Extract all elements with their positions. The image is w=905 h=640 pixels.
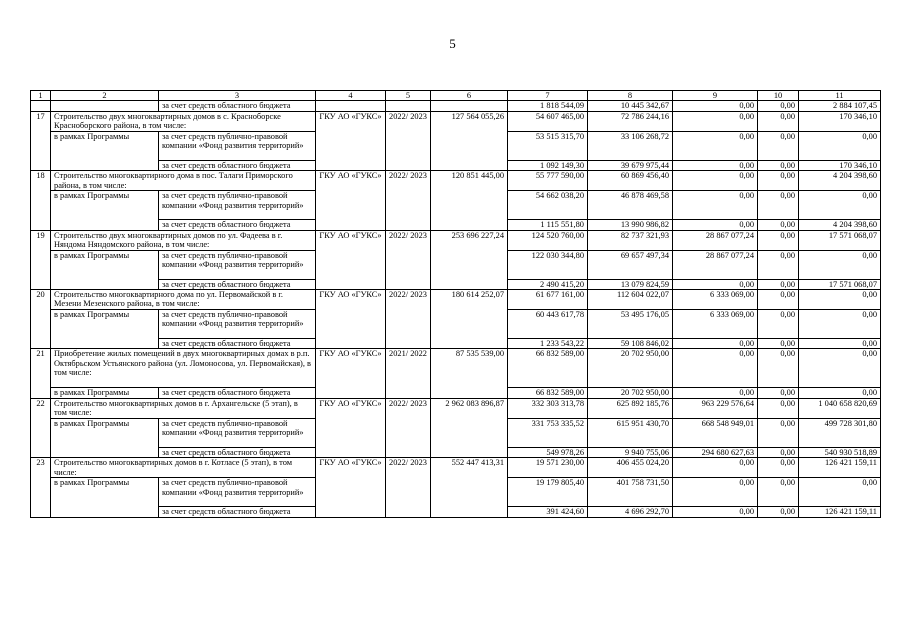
amount-2024-cell: 28 867 077,24: [673, 250, 758, 279]
amount-2025-cell: 0,00: [758, 310, 799, 339]
amount-2024-cell: 0,00: [673, 458, 758, 478]
funding-source-cell: за счет средств областного бюджета: [159, 101, 316, 111]
object-number-cell: 22: [31, 398, 51, 457]
amount-2025-cell: 0,00: [758, 478, 799, 507]
amount-2023-cell: 20 702 950,00: [588, 388, 673, 398]
customer-cell: ГКУ АО «ГУКС»: [316, 349, 386, 398]
amount-later-cell: 0,00: [799, 131, 881, 160]
amount-2024-cell: 0,00: [673, 339, 758, 349]
table-cell: [316, 101, 386, 111]
amount-2024-cell: 963 229 576,64: [673, 398, 758, 418]
amount-2024-cell: 0,00: [673, 349, 758, 388]
object-title-cell: Строительство двух многоквартирных домов в с. Красноборске Красноборского района, в том числе:: [51, 111, 316, 131]
amount-2023-cell: 53 495 176,05: [588, 310, 673, 339]
column-number-cell: 10: [758, 91, 799, 101]
page-number: 5: [449, 36, 456, 51]
amount-2025-cell: 0,00: [758, 458, 799, 478]
amount-later-cell: 17 571 068,07: [799, 230, 881, 250]
amount-2023-cell: 13 079 824,59: [588, 279, 673, 289]
column-number-cell: 2: [51, 91, 159, 101]
amount-later-cell: 4 204 398,60: [799, 171, 881, 191]
amount-2022-cell: 331 753 335,52: [508, 418, 588, 447]
customer-cell: ГКУ АО «ГУКС»: [316, 398, 386, 457]
object-number-cell: 19: [31, 230, 51, 289]
object-number-cell: 18: [31, 171, 51, 230]
amount-2025-cell: 0,00: [758, 279, 799, 289]
amount-later-cell: 170 346,10: [799, 111, 881, 131]
column-number-cell: 11: [799, 91, 881, 101]
funding-source-cell: за счет средств публично-правовой компании «Фонд развития территорий»: [159, 250, 316, 279]
customer-cell: ГКУ АО «ГУКС»: [316, 111, 386, 170]
amount-2023-cell: 625 892 185,76: [588, 398, 673, 418]
object-number-cell: 21: [31, 349, 51, 398]
table-body: [31, 91, 881, 518]
funding-source-cell: за счет средств областного бюджета: [159, 279, 316, 289]
amount-2025-cell: 0,00: [758, 191, 799, 220]
amount-later-cell: 0,00: [799, 349, 881, 388]
estimated-cost-cell: 253 696 227,24: [431, 230, 508, 289]
amount-2024-cell: 0,00: [673, 220, 758, 230]
amount-2023-cell: 69 657 497,34: [588, 250, 673, 279]
amount-2023-cell: 20 702 950,00: [588, 349, 673, 388]
amount-2022-cell: 53 515 315,70: [508, 131, 588, 160]
customer-cell: ГКУ АО «ГУКС»: [316, 171, 386, 230]
amount-2024-cell: 0,00: [673, 111, 758, 131]
amount-2024-cell: 6 333 069,00: [673, 310, 758, 339]
amount-2024-cell: 0,00: [673, 388, 758, 398]
amount-2023-cell: 72 786 244,16: [588, 111, 673, 131]
amount-2022-cell: 60 443 617,78: [508, 310, 588, 339]
funding-source-cell: за счет средств публично-правовой компании «Фонд развития территорий»: [159, 478, 316, 507]
amount-2022-cell: 55 777 590,00: [508, 171, 588, 191]
column-number-cell: 7: [508, 91, 588, 101]
amount-2023-cell: 82 737 321,93: [588, 230, 673, 250]
estimated-cost-cell: 2 962 083 896,87: [431, 398, 508, 457]
amount-2022-cell: 66 832 589,00: [508, 388, 588, 398]
funding-source-cell: за счет средств областного бюджета: [159, 507, 316, 517]
funding-source-cell: за счет средств публично-правовой компании «Фонд развития территорий»: [159, 310, 316, 339]
amount-2022-cell: 1 115 551,80: [508, 220, 588, 230]
amount-2024-cell: 0,00: [673, 478, 758, 507]
continuation-row: [31, 101, 881, 111]
program-label-cell: в рамках Программы: [51, 388, 159, 398]
object-title-cell: Строительство многоквартирного дома в пос. Талаги Приморского района, в том числе:: [51, 171, 316, 191]
column-number-cell: 5: [386, 91, 431, 101]
object-title-cell: Строительство многоквартирных домов в г. Архангельске (5 этап), в том числе:: [51, 398, 316, 418]
object-row: [31, 290, 881, 310]
amount-later-cell: 0,00: [799, 339, 881, 349]
column-number-row: [31, 91, 881, 101]
amount-2023-cell: 60 869 456,40: [588, 171, 673, 191]
funding-source-cell: за счет средств областного бюджета: [159, 220, 316, 230]
estimated-cost-cell: 127 564 055,26: [431, 111, 508, 170]
customer-cell: ГКУ АО «ГУКС»: [316, 230, 386, 289]
amount-2024-cell: 6 333 069,00: [673, 290, 758, 310]
object-row: [31, 458, 881, 478]
amount-2025-cell: 0,00: [758, 111, 799, 131]
years-cell: 2022/ 2023: [386, 111, 431, 170]
amount-later-cell: 17 571 068,07: [799, 279, 881, 289]
amount-2022-cell: 19 179 805,40: [508, 478, 588, 507]
amount-2025-cell: 0,00: [758, 250, 799, 279]
amount-2023-cell: 112 604 022,07: [588, 290, 673, 310]
amount-later-cell: 126 421 159,11: [799, 458, 881, 478]
amount-2024-cell: 28 867 077,24: [673, 230, 758, 250]
amount-2022-cell: 1 818 544,09: [508, 101, 588, 111]
column-number-cell: 3: [159, 91, 316, 101]
customer-cell: ГКУ АО «ГУКС»: [316, 458, 386, 517]
object-number-cell: 20: [31, 290, 51, 349]
estimated-cost-cell: 87 535 539,00: [431, 349, 508, 398]
years-cell: 2022/ 2023: [386, 458, 431, 517]
amount-2024-cell: 0,00: [673, 279, 758, 289]
amount-2023-cell: 615 951 430,70: [588, 418, 673, 447]
amount-later-cell: 1 040 658 820,69: [799, 398, 881, 418]
amount-later-cell: 4 204 398,60: [799, 220, 881, 230]
object-title-cell: Приобретение жилых помещений в двух многоквартирных домах в р.п. Октябрьском Устьянского района (ул. Ломоносова, ул. Первомайская), в том числе:: [51, 349, 316, 388]
amount-2022-cell: 332 303 313,78: [508, 398, 588, 418]
amount-2025-cell: 0,00: [758, 131, 799, 160]
amount-2025-cell: 0,00: [758, 290, 799, 310]
years-cell: 2022/ 2023: [386, 171, 431, 230]
years-cell: 2022/ 2023: [386, 398, 431, 457]
amount-later-cell: 0,00: [799, 290, 881, 310]
table-cell: [386, 101, 431, 111]
amount-2022-cell: 1 092 149,30: [508, 160, 588, 170]
funding-source-cell: за счет средств областного бюджета: [159, 339, 316, 349]
amount-2025-cell: 0,00: [758, 507, 799, 517]
amount-2024-cell: 0,00: [673, 507, 758, 517]
object-row: [31, 398, 881, 418]
amount-2022-cell: 122 030 344,80: [508, 250, 588, 279]
amount-2025-cell: 0,00: [758, 220, 799, 230]
program-label-cell: в рамках Программы: [51, 131, 159, 170]
years-cell: 2022/ 2023: [386, 230, 431, 289]
budget-table: [30, 90, 881, 518]
table-cell: [51, 101, 159, 111]
amount-2022-cell: 2 490 415,20: [508, 279, 588, 289]
program-label-cell: в рамках Программы: [51, 250, 159, 289]
program-label-cell: в рамках Программы: [51, 310, 159, 349]
column-number-cell: 6: [431, 91, 508, 101]
amount-2022-cell: 124 520 760,00: [508, 230, 588, 250]
amount-later-cell: 0,00: [799, 478, 881, 507]
amount-2024-cell: 0,00: [673, 191, 758, 220]
amount-2023-cell: 401 758 731,50: [588, 478, 673, 507]
amount-2022-cell: 19 571 230,00: [508, 458, 588, 478]
customer-cell: ГКУ АО «ГУКС»: [316, 290, 386, 349]
object-row: [31, 111, 881, 131]
object-row: [31, 230, 881, 250]
estimated-cost-cell: 552 447 413,31: [431, 458, 508, 517]
column-number-cell: 1: [31, 91, 51, 101]
amount-2023-cell: 406 455 024,20: [588, 458, 673, 478]
object-number-cell: 17: [31, 111, 51, 170]
amount-2022-cell: 54 607 465,00: [508, 111, 588, 131]
amount-later-cell: 170 346,10: [799, 160, 881, 170]
funding-source-cell: за счет средств областного бюджета: [159, 447, 316, 457]
funding-source-cell: за счет средств публично-правовой компании «Фонд развития территорий»: [159, 191, 316, 220]
object-title-cell: Строительство многоквартирного дома по ул. Первомайской в г. Мезени Мезенского района, в том числе:: [51, 290, 316, 310]
program-label-cell: в рамках Программы: [51, 418, 159, 457]
amount-later-cell: 2 884 107,45: [799, 101, 881, 111]
object-row: [31, 171, 881, 191]
amount-2022-cell: 54 662 038,20: [508, 191, 588, 220]
years-cell: 2021/ 2022: [386, 349, 431, 398]
amount-2025-cell: 0,00: [758, 160, 799, 170]
funding-source-cell: за счет средств областного бюджета: [159, 388, 316, 398]
amount-2025-cell: 0,00: [758, 101, 799, 111]
table-cell: [31, 101, 51, 111]
amount-2024-cell: 668 548 949,01: [673, 418, 758, 447]
column-number-cell: 9: [673, 91, 758, 101]
amount-2024-cell: 0,00: [673, 101, 758, 111]
program-label-cell: в рамках Программы: [51, 478, 159, 517]
column-number-cell: 4: [316, 91, 386, 101]
amount-2022-cell: 1 233 543,22: [508, 339, 588, 349]
amount-2022-cell: 391 424,60: [508, 507, 588, 517]
amount-2025-cell: 0,00: [758, 349, 799, 388]
amount-2025-cell: 0,00: [758, 398, 799, 418]
amount-later-cell: 126 421 159,11: [799, 507, 881, 517]
amount-later-cell: 0,00: [799, 310, 881, 339]
amount-2025-cell: 0,00: [758, 447, 799, 457]
object-number-cell: 23: [31, 458, 51, 517]
amount-2023-cell: 9 940 755,06: [588, 447, 673, 457]
amount-2023-cell: 4 696 292,70: [588, 507, 673, 517]
funding-source-cell: за счет средств публично-правовой компании «Фонд развития территорий»: [159, 418, 316, 447]
amount-2025-cell: 0,00: [758, 171, 799, 191]
amount-2024-cell: 0,00: [673, 131, 758, 160]
amount-2022-cell: 66 832 589,00: [508, 349, 588, 388]
object-title-cell: Строительство двух многоквартирных домов по ул. Фадеева в г. Няндома Няндомского района, в том числе:: [51, 230, 316, 250]
amount-2022-cell: 61 677 161,00: [508, 290, 588, 310]
amount-2023-cell: 46 878 469,58: [588, 191, 673, 220]
amount-2024-cell: 0,00: [673, 160, 758, 170]
amount-2023-cell: 33 106 268,72: [588, 131, 673, 160]
amount-2025-cell: 0,00: [758, 418, 799, 447]
amount-2023-cell: 59 108 846,02: [588, 339, 673, 349]
amount-2025-cell: 0,00: [758, 339, 799, 349]
column-number-cell: 8: [588, 91, 673, 101]
amount-later-cell: 0,00: [799, 388, 881, 398]
table-cell: [431, 101, 508, 111]
amount-later-cell: 499 728 301,80: [799, 418, 881, 447]
amount-later-cell: 540 930 518,89: [799, 447, 881, 457]
years-cell: 2022/ 2023: [386, 290, 431, 349]
amount-2025-cell: 0,00: [758, 230, 799, 250]
estimated-cost-cell: 180 614 252,07: [431, 290, 508, 349]
object-row: [31, 349, 881, 388]
object-title-cell: Строительство многоквартирных домов в г. Котласе (5 этап), в том числе:: [51, 458, 316, 478]
amount-2024-cell: 0,00: [673, 171, 758, 191]
amount-2023-cell: 13 990 986,82: [588, 220, 673, 230]
amount-2023-cell: 39 679 975,44: [588, 160, 673, 170]
funding-source-cell: за счет средств областного бюджета: [159, 160, 316, 170]
amount-2023-cell: 10 445 342,67: [588, 101, 673, 111]
amount-later-cell: 0,00: [799, 250, 881, 279]
amount-2024-cell: 294 680 627,63: [673, 447, 758, 457]
amount-2025-cell: 0,00: [758, 388, 799, 398]
funding-source-cell: за счет средств публично-правовой компании «Фонд развития территорий»: [159, 131, 316, 160]
amount-later-cell: 0,00: [799, 191, 881, 220]
estimated-cost-cell: 120 851 445,00: [431, 171, 508, 230]
program-label-cell: в рамках Программы: [51, 191, 159, 230]
amount-2022-cell: 549 978,26: [508, 447, 588, 457]
